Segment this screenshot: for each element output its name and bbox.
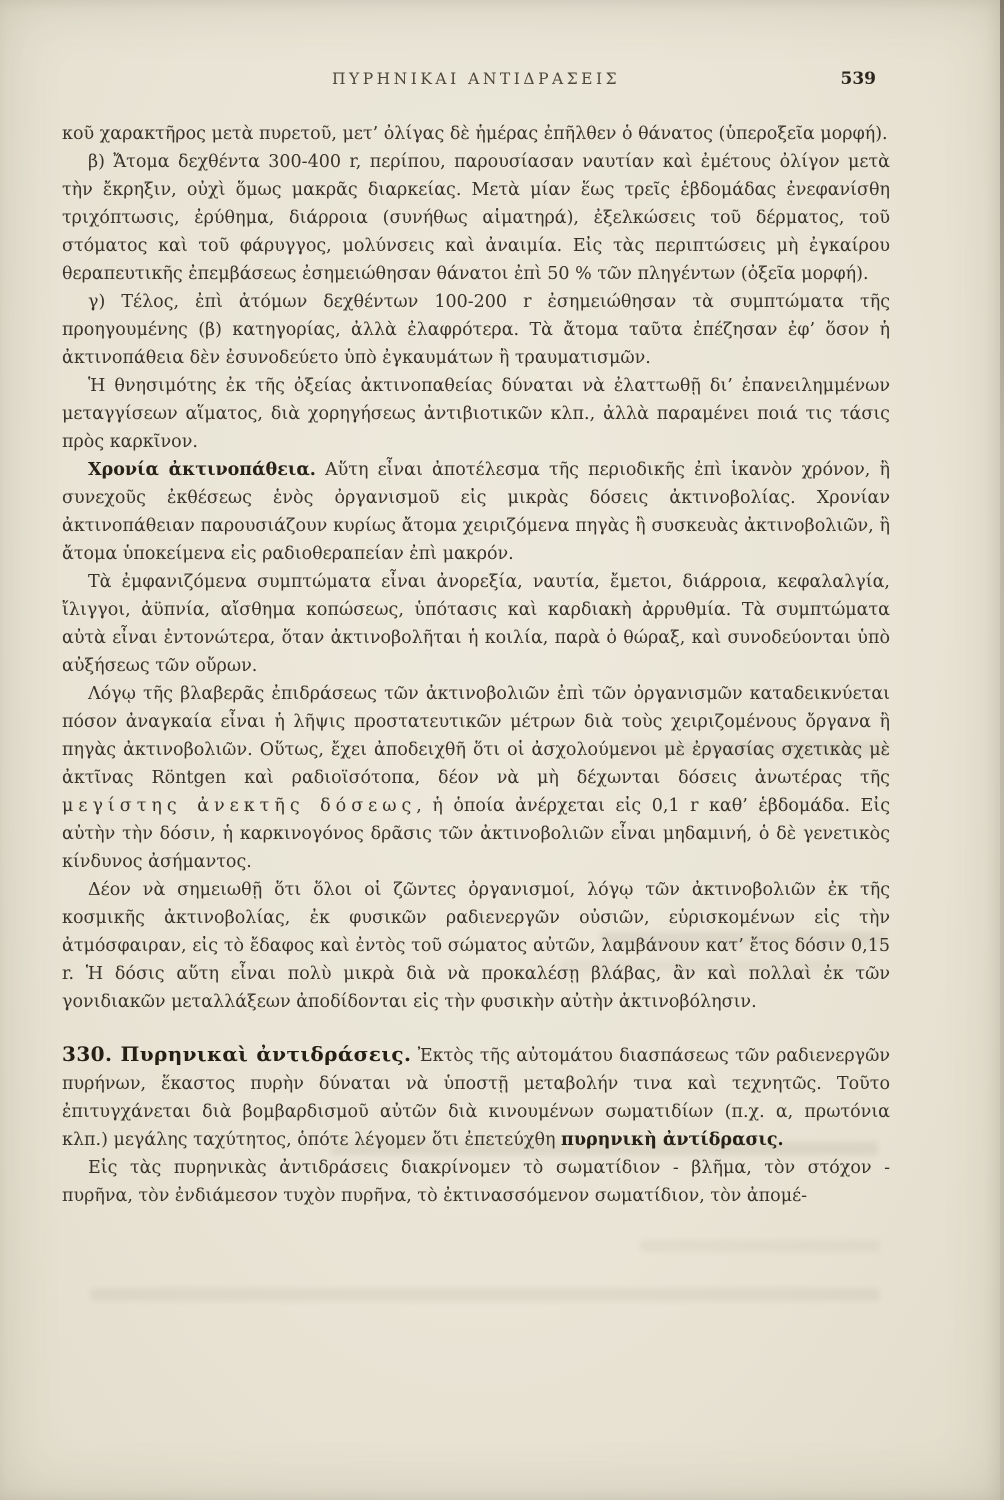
scan-artifact xyxy=(90,1288,880,1301)
text-run: Τὰ ἐμφανιζόμενα συμπτώματα εἶναι ἀνορεξία, ναυτία, ἔμετοι, διάρροια, κεφαλαλγία, ἴλιγγοι, ἀϋπνία, αἴσθημα κοπώσεως, ὑπότασις καὶ καρδιακὴ ἀρρυθμία. Τὰ συμπτώματα αὐτὰ εἶναι ἐντονώτερα, ὅταν ἀκτινοβολῆται ἡ κοιλία, παρὰ ὁ θώραξ, καὶ συνοδεύονται ὑπὸ αὐξήσεως τῶν οὔρων. xyxy=(62,572,890,676)
scan-artifact xyxy=(640,1240,880,1252)
bold-run: πυρηνικὴ ἀντίδρασις. xyxy=(561,1130,784,1150)
paragraph xyxy=(62,372,890,456)
text-run: β) Ἄτομα δεχθέντα 300-400 r, περίπου, παρουσίασαν ναυτίαν καὶ ἐμέτους ὀλίγον μετὰ τὴν ἔκρηξιν, οὐχὶ ὅμως μακρᾶς διαρκείας. Μετὰ μίαν ἕως τρεῖς ἑβδομάδας ἐνεφανίσθη τριχόπτωσις, ἐρύθημα, διάρροια (συνήθως αἱματηρά), ἐξελκώσεις τοῦ δέρματος, τοῦ στόματος καὶ τοῦ φάρυγγος, μολύνσεις καὶ ἀναιμία. Εἰς τὰς περιπτώσεις μὴ ἐγκαίρου θεραπευτικῆς ἐπεμβάσεως ἐσημειώθησαν θάνατοι ἐπὶ 50 % τῶν πληγέντων (ὀξεῖα μορφή). xyxy=(62,152,890,284)
section-paragraph xyxy=(62,1040,890,1154)
paragraph xyxy=(62,876,890,1016)
paragraph xyxy=(62,680,890,876)
text-run: Ἐκτὸς τῆς αὐτομάτου διασπάσεως τῶν ραδιενεργῶν πυρήνων, ἕκαστος πυρὴν δύναται νὰ ὑποστῇ μεταβολήν τινα καὶ τεχνητῶς. Τοῦτο ἐπιτυγχάνεται διὰ βομβαρδισμοῦ αὐτῶν διὰ κινουμένων σωματιδίων (π.χ. α, πρωτόνια κλπ.) μεγάλης ταχύτητος, ὁπότε λέγομεν ὅτι ἐπετεύχθη xyxy=(62,1046,891,1150)
paragraph xyxy=(62,288,890,372)
text-run: Αὕτη εἶναι ἀποτέλεσμα τῆς περιοδικῆς ἐπὶ ἱκανὸν χρόνον, ἢ συνεχοῦς ἐκθέσεως ἑνὸς ὀργανισμοῦ εἰς μικρὰς δόσεις ἀκτινοβολίας. Χρονίαν ἀκτινοπάθειαν παρουσιάζουν κυρίως ἄτομα χειριζόμενα πηγὰς ἢ συσκευὰς ἀκτινοβολιῶν, ἢ ἄτομα ὑποκείμενα εἰς ραδιοθεραπείαν ἐπὶ μακρόν. xyxy=(62,460,890,564)
page-header xyxy=(62,70,890,94)
paragraph xyxy=(62,148,890,288)
text-run: Εἰς τὰς πυρηνικὰς ἀντιδράσεις διακρίνομεν τὸ σωματίδιον - βλῆμα, τὸν στόχον - πυρῆνα, τὸν ἐνδιάμεσον τυχὸν πυρῆνα, τὸ ἐκτινασσόμενον σωματίδιον, τὸν ἀπομέ- xyxy=(62,1158,890,1206)
page-body xyxy=(62,120,890,1210)
text-run: Λόγῳ τῆς βλαβερᾶς ἐπιδράσεως τῶν ἀκτινοβολιῶν ἐπὶ τῶν ὀργανισμῶν καταδεικνύεται πόσον ἀναγκαία εἶναι ἡ λῆψις προστατευτικῶν μέτρων διὰ τοὺς χειριζομένους ὄργανα ἢ πηγὰς ἀκτινοβολιῶν. Οὕτως, ἔχει ἀποδειχθῆ ὅτι οἱ ἀσχολούμενοι μὲ ἐργασίας σχετικὰς μὲ ἀκτῖνας Röntgen καὶ ραδιοϊσότοπα, δέον νὰ μὴ δέχωνται δόσεις ἀνωτέρας τῆς xyxy=(62,684,890,788)
paragraph xyxy=(62,568,890,680)
text-run: Ἡ θνησιμότης ἐκ τῆς ὀξείας ἀκτινοπαθείας δύναται νὰ ἐλαττωθῇ δι’ ἐπανειλημμένων μεταγγίσεων αἵματος, διὰ χορηγήσεως ἀντιβιοτικῶν κλπ., ἀλλὰ παραμένει ποιά τις τάσις πρὸς καρκῖνον. xyxy=(62,376,890,452)
scan-edge xyxy=(1000,0,1004,1500)
text-run: γ) Τέλος, ἐπὶ ἀτόμων δεχθέντων 100-200 r ἐσημειώθησαν τὰ συμπτώματα τῆς προηγουμένης (β) κατηγορίας, ἀλλὰ ἐλαφρότερα. Τὰ ἄτομα ταῦτα ἐπέζησαν ἐφ’ ὅσον ἡ ἀκτινοπάθεια δὲν ἐσυνοδεύετο ὑπὸ ἐγκαυμάτων ἢ τραυματισμῶν. xyxy=(62,292,890,368)
letterspaced-run: μεγίστης ἀνεκτῆς δόσεως xyxy=(62,796,417,816)
paragraph xyxy=(62,120,890,148)
running-title: ΠΥΡΗΝΙΚΑΙ ΑΝΤΙΔΡΑΣΕΙΣ xyxy=(331,70,621,88)
text-run: , ἡ ὁποία ἀνέρχεται εἰς 0,1 r καθ’ ἑβδομάδα. Εἰς αὐτὴν τὴν δόσιν, ἡ καρκινογόνος δρᾶσις τῶν ἀκτινοβολιῶν εἶναι μηδαμινή, ὁ δὲ γενετικὸς κίνδυνος ἀσήμαντος. xyxy=(62,796,890,872)
text-column xyxy=(62,70,890,1210)
text-run: Δέον νὰ σημειωθῇ ὅτι ὅλοι οἱ ζῶντες ὀργανισμοί, λόγῳ τῶν ἀκτινοβολιῶν ἐκ τῆς κοσμικῆς ἀκτινοβολίας, ἐκ φυσικῶν ραδιενεργῶν οὐσιῶν, εὑρισκομένων εἰς τὴν ἀτμόσφαιραν, εἰς τὸ ἔδαφος καὶ ἐντὸς τοῦ σώματος αὐτῶν, λαμβάνουν κατ’ ἔτος δόσιν 0,15 r. Ἡ δόσις αὕτη εἶναι πολὺ μικρὰ διὰ νὰ προκαλέσῃ βλάβας, ἂν καὶ πολλαὶ ἐκ τῶν γονιδιακῶν μεταλλάξεων ἀποδίδονται εἰς τὴν φυσικὴν αὐτὴν ἀκτινοβόλησιν. xyxy=(62,880,890,1012)
paragraph xyxy=(62,1154,890,1210)
paragraph xyxy=(62,456,890,568)
page-number: 539 xyxy=(840,69,876,89)
section-heading-text: 330. Πυρηνικαὶ ἀντιδράσεις. xyxy=(62,1042,412,1066)
text-run: κοῦ χαρακτῆρος μετὰ πυρετοῦ, μετ’ ὀλίγας δὲ ἡμέρας ἐπῆλθεν ὁ θάνατος (ὑπεροξεῖα μορφή). xyxy=(62,124,888,144)
bold-run: Χρονία ἀκτινοπάθεια. xyxy=(88,460,316,480)
